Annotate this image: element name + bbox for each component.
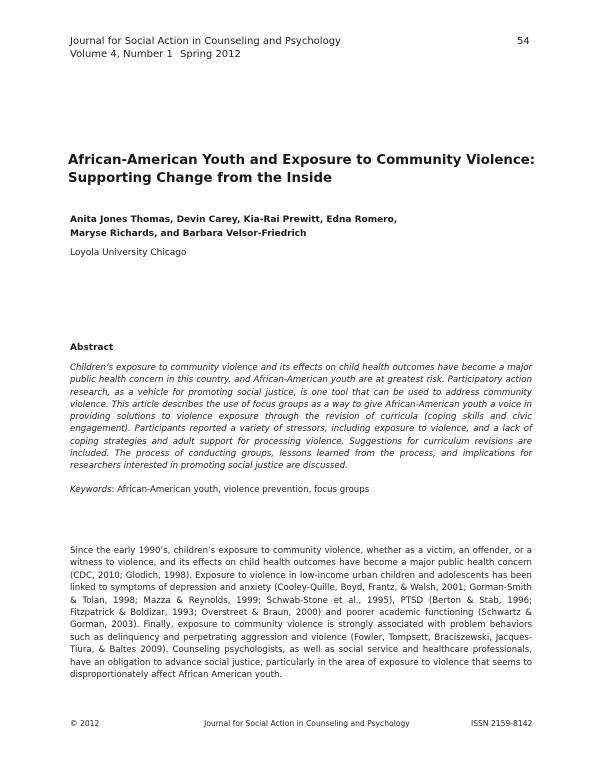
footer-journal: Journal for Social Action in Counseling and Psychology bbox=[204, 719, 410, 728]
keywords-list: : African-American youth, violence prevention, focus groups bbox=[111, 485, 370, 495]
article-title: African-American Youth and Exposure to Community Violence: Supporting Change from the Inside bbox=[68, 153, 536, 186]
author-list bbox=[70, 213, 540, 241]
body-paragraph: Since the early 1990’s, children’s exposure to community violence, whether as a victim, an offender, or a witness to violence, and its effects on child health outcomes have become a major public health concern (CDC, 2010; Glodich, 1998). Exposure to violence in low-income urban children and adolescents has been linked to symptoms of depression and anxiety (Cooley-Quille, Boyd, Frantz, & Walsh, 2001; Gorman-Smith & Tolan, 1998; Mazza & Reynolds, 1999; Schwab-Stone et al., 1995), PTSD (Berton & Stab, 1996; Fitzpatrick & Boldizar, 1993; Overstreet & Braun, 2000) and poorer academic functioning (Schwartz & Gorman, 2003). Finally, exposure to community violence is strongly associated with problem behaviors such as delinquency and perpetrating aggression and violence (Fowler, Tompsett, Braciszewski, Jacques-Tiura, & Baltes 2009). Counseling psychologists, as well as social service and healthcare professionals, have an obligation to advance social justice, particularly in the area of exposure to violence that seems to disproportionately affect African American youth. bbox=[70, 546, 532, 681]
running-head-volume: Volume 4, Number 1 bbox=[70, 49, 173, 60]
running-head-season: Spring 2012 bbox=[180, 49, 241, 60]
page-number: 54 bbox=[517, 36, 530, 47]
footer-copyright: © 2012 bbox=[70, 719, 100, 728]
running-head-journal: Journal for Social Action in Counseling and Psychology bbox=[70, 36, 341, 47]
author-line-2: Maryse Richards, and Barbara Velsor-Friedrich bbox=[70, 229, 307, 239]
abstract-text: Children’s exposure to community violence and its effects on child health outcomes have become a major public health concern in this country, and African-American youth are at greatest risk. Participatory action research, as a vehicle for promoting social justice, is one tool that can be used to address community violence. This article describes the use of focus groups as a way to give African-American youth a voice in providing solutions to violence exposure through the revision of curricula (coping skills and civic engagement). Participants reported a variety of stressors, including exposure to violence, and a lack of coping strategies and adult support for processing violence. Suggestions for curriculum revisions are included. The process of conducting groups, lessons learned from the process, and implications for researchers interested in promoting social justice are discussed. bbox=[70, 363, 532, 472]
footer-issn: ISSN 2159-8142 bbox=[471, 719, 533, 728]
keywords-label: Keywords bbox=[70, 485, 112, 495]
author-line-1: Anita Jones Thomas, Devin Carey, Kia-Rai Prewitt, Edna Romero, bbox=[70, 215, 398, 225]
abstract-heading: Abstract bbox=[70, 343, 114, 353]
keywords-line bbox=[70, 484, 540, 496]
affiliation: Loyola University Chicago bbox=[70, 248, 187, 258]
